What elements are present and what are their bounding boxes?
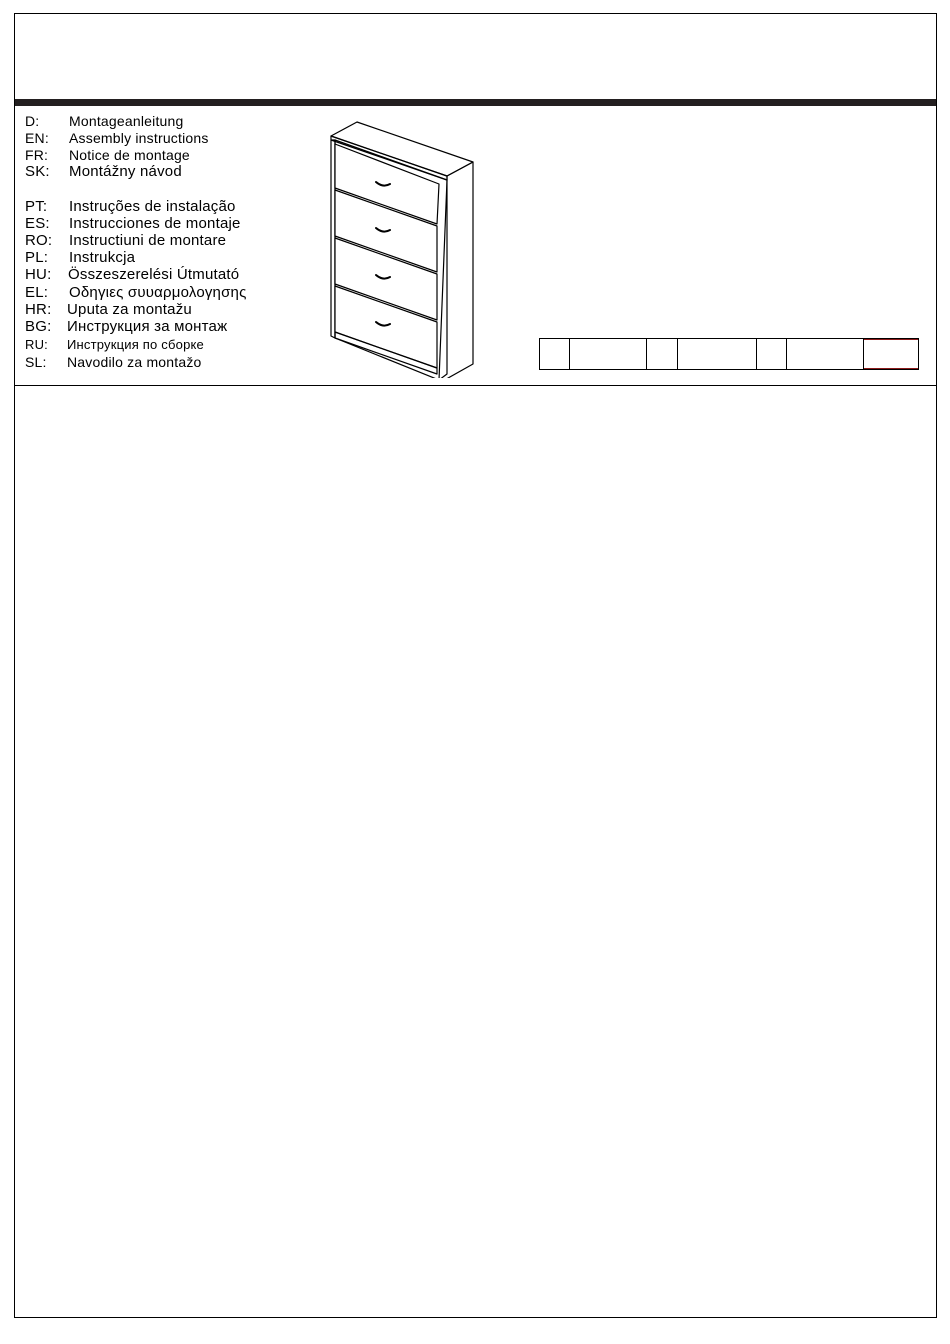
language-title: Instructiuni de montare bbox=[69, 232, 227, 249]
language-title: Инструкция по сборке bbox=[67, 337, 204, 352]
language-code: D: bbox=[25, 113, 40, 129]
language-code: RO: bbox=[25, 232, 53, 249]
chest-of-drawers-icon bbox=[327, 116, 477, 378]
language-title: Инструкция за монтаж bbox=[67, 318, 228, 335]
code-box-1 bbox=[540, 339, 570, 369]
language-title: Montageanleitung bbox=[69, 113, 184, 129]
header-blank-area bbox=[15, 14, 936, 99]
info-band bbox=[15, 106, 936, 386]
language-title: Instruções de instalação bbox=[69, 198, 236, 215]
language-code: FR: bbox=[25, 147, 49, 163]
language-title: Uputa za montažu bbox=[67, 301, 192, 318]
header-rule bbox=[15, 99, 936, 106]
language-code: PT: bbox=[25, 198, 48, 215]
code-box-4 bbox=[678, 339, 757, 369]
language-code: SK: bbox=[25, 163, 50, 180]
code-box-6 bbox=[787, 339, 864, 369]
language-code: BG: bbox=[25, 318, 52, 335]
language-code: EN: bbox=[25, 130, 49, 146]
language-code: PL: bbox=[25, 249, 49, 266]
language-title: Összeszerelési Útmutató bbox=[68, 266, 240, 283]
language-code: ES: bbox=[25, 215, 50, 232]
code-box-5 bbox=[757, 339, 787, 369]
language-title: Notice de montage bbox=[69, 147, 190, 163]
language-code: SL: bbox=[25, 354, 47, 370]
code-box-2 bbox=[570, 339, 647, 369]
product-code-boxes bbox=[539, 338, 919, 370]
language-code: HR: bbox=[25, 301, 52, 318]
language-title: Assembly instructions bbox=[69, 130, 209, 146]
language-title: Navodilo za montažo bbox=[67, 354, 202, 370]
language-title: Οδηγιες συυαρμολογησης bbox=[69, 284, 247, 301]
language-title: Instrucciones de montaje bbox=[69, 215, 241, 232]
language-code: HU: bbox=[25, 266, 52, 283]
code-box-7 bbox=[864, 339, 918, 369]
page-frame bbox=[14, 13, 937, 1318]
language-code: RU: bbox=[25, 337, 48, 352]
content-area-blank bbox=[15, 386, 936, 1317]
language-title: Instrukcja bbox=[69, 249, 136, 266]
code-box-3 bbox=[647, 339, 678, 369]
language-code: EL: bbox=[25, 284, 49, 301]
language-title: Montážny návod bbox=[69, 163, 182, 180]
